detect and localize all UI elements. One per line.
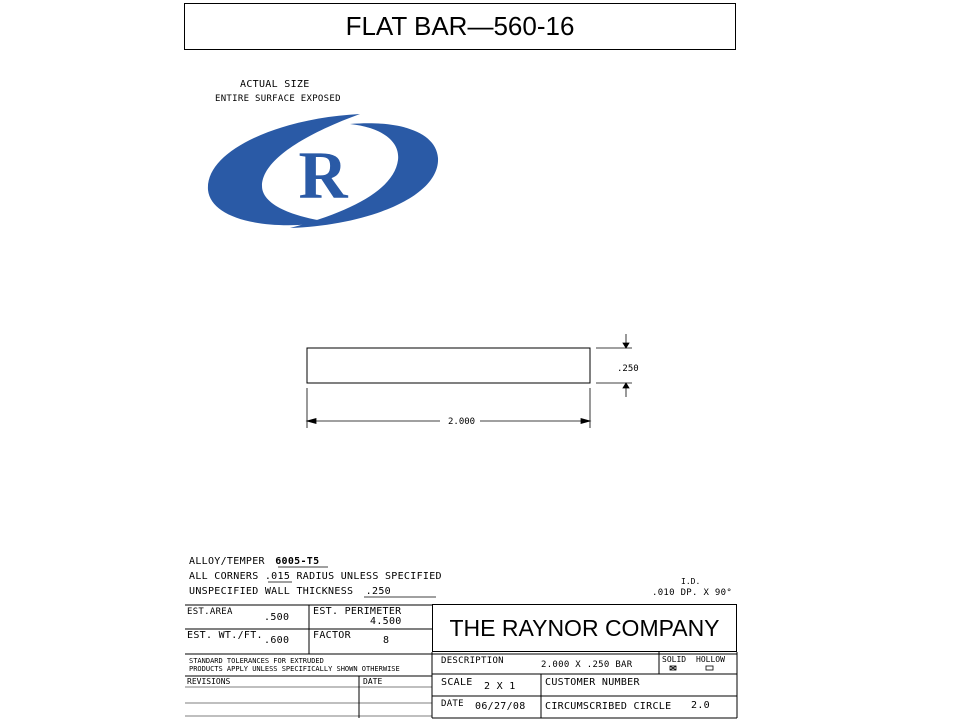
factor-label: FACTOR — [313, 630, 351, 641]
thickness-label: .250 — [617, 364, 639, 374]
revisions-label: REVISIONS — [187, 677, 231, 686]
raynor-logo — [208, 114, 438, 228]
wall-spec — [189, 586, 391, 597]
solid-label: SOLID — [662, 655, 687, 664]
factor-value: 8 — [383, 635, 390, 646]
scale-value: 2 X 1 — [484, 681, 516, 692]
corners-suffix: RADIUS UNLESS SPECIFIED — [296, 571, 442, 582]
alloy-value: 6005-T5 — [275, 556, 320, 567]
circumscribed-label: CIRCUMSCRIBED CIRCLE — [545, 701, 672, 712]
wall-value: .250 — [365, 586, 391, 597]
alloy-label: ALLOY/TEMPER — [189, 556, 265, 567]
id-value: .010 DP. X 90° — [652, 588, 733, 598]
scale-label: SCALE — [441, 677, 473, 688]
surface-note: ENTIRE SURFACE EXPOSED — [215, 94, 341, 104]
date-value: 06/27/08 — [475, 701, 526, 712]
est-wt-value: .600 — [264, 635, 290, 646]
id-label: I.D. — [681, 577, 701, 586]
tolerance-line-2: PRODUCTS APPLY UNLESS SPECIFICALLY SHOWN OTHERWISE — [189, 665, 400, 673]
hollow-checkbox — [706, 666, 713, 670]
est-area-label: EST.AREA — [187, 607, 233, 617]
actual-size-note: ACTUAL SIZE — [240, 79, 310, 90]
drawing-title: FLAT BAR—560-16 — [184, 3, 736, 50]
est-perimeter-value: 4.500 — [370, 616, 402, 627]
width-label: 2.000 — [448, 417, 476, 427]
revisions-date-label: DATE — [363, 677, 383, 686]
description-value: 2.000 X .250 BAR — [541, 660, 633, 670]
hollow-label: HOLLOW — [696, 655, 725, 664]
corners-spec — [189, 571, 442, 582]
logo-letter: R — [298, 137, 348, 213]
tolerance-line-1: STANDARD TOLERANCES FOR EXTRUDED — [189, 657, 324, 665]
company-name: THE RAYNOR COMPANY — [432, 604, 737, 652]
circumscribed-value: 2.0 — [691, 700, 710, 711]
bar-profile — [307, 348, 590, 383]
description-label: DESCRIPTION — [441, 656, 504, 666]
est-area-value: .500 — [264, 612, 290, 623]
est-perimeter-label: EST. PERIMETER — [313, 606, 402, 617]
customer-number-label: CUSTOMER NUMBER — [545, 677, 640, 688]
alloy-spec — [189, 556, 319, 567]
solid-checkbox — [670, 666, 676, 670]
corners-value: .015 — [264, 571, 291, 582]
wall-label: UNSPECIFIED WALL THICKNESS — [189, 586, 354, 597]
corners-label: ALL CORNERS — [189, 571, 259, 582]
est-wt-label: EST. WT./FT. — [187, 630, 263, 641]
date-label: DATE — [441, 699, 464, 709]
